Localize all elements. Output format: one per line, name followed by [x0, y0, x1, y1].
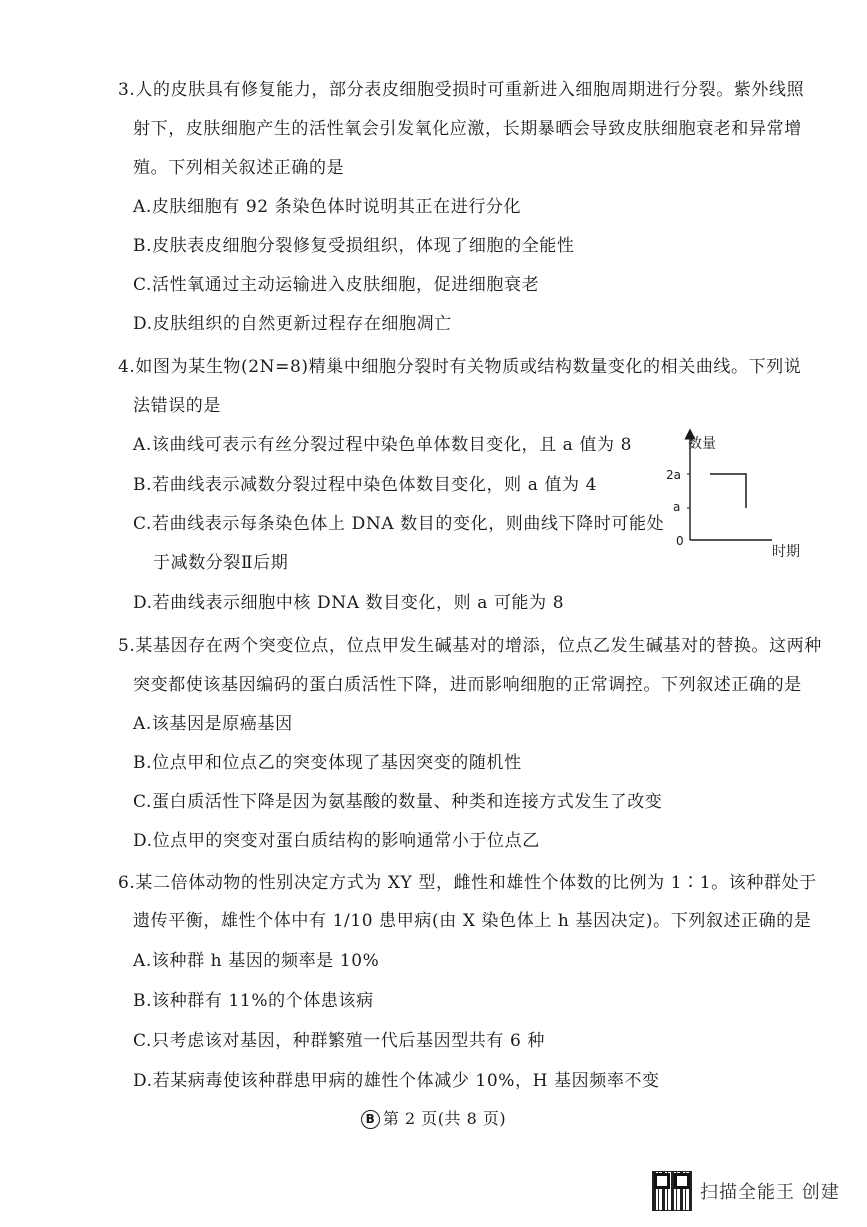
q6-stem-line-1: 6.某二倍体动物的性别决定方式为 XY 型，雌性和雄性个体数的比例为 1∶1。该种群处于	[118, 873, 817, 893]
q3-option-c: C.活性氧通过主动运输进入皮肤细胞，促进细胞衰老	[133, 275, 540, 295]
q3-stem-line-1: 3.人的皮肤具有修复能力，部分表皮细胞受损时可重新进入细胞周期进行分裂。紫外线照	[118, 80, 805, 100]
page-number: 第 2 页(共 8 页)	[382, 1109, 507, 1128]
q5-option-c: C.蛋白质活性下降是因为氨基酸的数量、种类和连接方式发生了改变	[133, 792, 663, 812]
page-footer	[0, 1106, 867, 1129]
q4-figure	[660, 428, 810, 558]
y-axis-label: 数量	[688, 436, 716, 452]
q6-stem-line-2: 遗传平衡，雄性个体中有 1/10 患甲病(由 X 染色体上 h 基因决定)。下列叙述正确的是	[133, 911, 812, 931]
q4-option-d: D.若曲线表示细胞中核 DNA 数目变化，则 a 可能为 8	[133, 593, 565, 613]
tick-label-2a: 2a	[666, 468, 681, 482]
q3-stem-line-3: 殖。下列相关叙述正确的是	[133, 158, 345, 178]
curve	[710, 474, 746, 508]
q5-stem-line-2: 突变都使该基因编码的蛋白质活性下降，进而影响细胞的正常调控。下列叙述正确的是	[133, 675, 802, 695]
watermark-text: 扫描全能王 创建	[700, 1182, 840, 1203]
q4-option-b: B.若曲线表示减数分裂过程中染色体数目变化，则 a 值为 4	[133, 475, 598, 495]
tick-label-a: a	[673, 500, 681, 514]
q3-stem-line-2: 射下，皮肤细胞产生的活性氧会引发氧化应激，长期暴晒会导致皮肤细胞衰老和异常增	[133, 119, 802, 139]
q5-stem-line-1: 5.某基因存在两个突变位点，位点甲发生碱基对的增添，位点乙发生碱基对的替换。这两种	[118, 636, 822, 656]
q3-option-b: B.皮肤表皮细胞分裂修复受损组织，体现了细胞的全能性	[133, 236, 575, 256]
q4-option-c-continued: 于减数分裂Ⅱ后期	[153, 553, 289, 573]
q6-option-d: D.若某病毒使该种群患甲病的雄性个体减少 10%，H 基因频率不变	[133, 1071, 660, 1091]
q3-option-d: D.皮肤组织的自然更新过程存在细胞凋亡	[133, 314, 452, 334]
q6-option-b: B.该种群有 11%的个体患该病	[133, 991, 374, 1011]
x-axis-label: 时期	[772, 544, 800, 558]
q6-option-a: A.该种群 h 基因的频率是 10%	[133, 951, 380, 971]
q4-option-c: C.若曲线表示每条染色体上 DNA 数目的变化，则曲线下降时可能处	[133, 514, 665, 534]
q4-stem-line-1: 4.如图为某生物(2N=8)精巢中细胞分裂时有关物质或结构数量变化的相关曲线。下列说	[118, 357, 802, 377]
q5-option-b: B.位点甲和位点乙的突变体现了基因突变的随机性	[133, 753, 522, 773]
version-badge: B	[361, 1110, 380, 1129]
q4-stem-line-2: 法错误的是	[133, 396, 221, 416]
q4-option-a: A.该曲线可表示有丝分裂过程中染色单体数目变化，且 a 值为 8	[133, 435, 633, 455]
qr-code-icon	[652, 1171, 692, 1211]
tick-label-0: 0	[676, 534, 684, 548]
q5-option-d: D.位点甲的突变对蛋白质结构的影响通常小于位点乙	[133, 831, 540, 851]
q5-option-a: A.该基因是原癌基因	[133, 714, 293, 734]
q6-option-c: C.只考虑该对基因，种群繁殖一代后基因型共有 6 种	[133, 1031, 546, 1051]
q3-option-a: A.皮肤细胞有 92 条染色体时说明其正在进行分化	[133, 197, 522, 217]
scanner-watermark	[652, 1171, 840, 1211]
